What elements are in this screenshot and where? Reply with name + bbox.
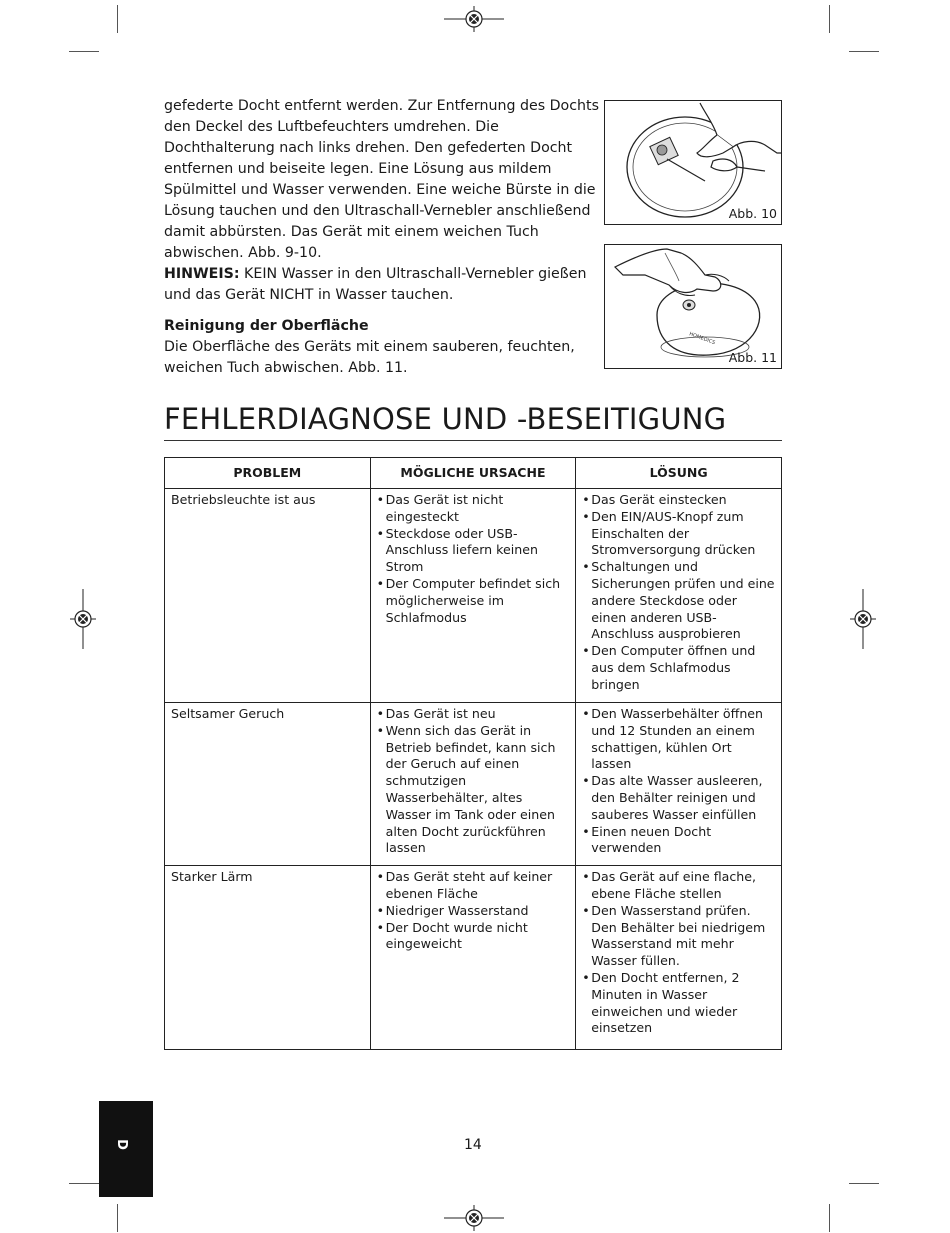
language-tab xyxy=(99,1101,153,1197)
solution-item: • Den EIN/AUS-Knopf zum Einschalten der Stromversorgung drücken xyxy=(582,509,775,559)
table-row xyxy=(165,866,782,1050)
language-tab-label: D xyxy=(113,1139,129,1150)
cause-cell xyxy=(370,703,576,866)
solution-item: • Den Wasserbehälter öffnen und 12 Stunden an einem schattigen, kühlen Ort lassen xyxy=(582,706,775,773)
section-title: FEHLERDIAGNOSE UND -BESEITIGUNG xyxy=(164,402,727,436)
column-header-cause: MÖGLICHE URSACHE xyxy=(370,458,576,489)
cause-item: • Das Gerät ist neu xyxy=(377,706,570,723)
solution-item: • Das Gerät auf eine flache, ebene Fläche stellen xyxy=(582,869,775,903)
table-row xyxy=(165,703,782,866)
page-number: 14 xyxy=(464,1137,482,1153)
crop-mark xyxy=(849,1183,879,1184)
cause-item: • Das Gerät ist nicht eingesteckt xyxy=(377,492,570,526)
cause-item: • Niedriger Wasserstand xyxy=(377,903,570,920)
cause-cell xyxy=(370,489,576,703)
solution-cell xyxy=(576,703,782,866)
solution-item: • Den Wasserstand prüfen. Den Behälter bei niedrigem Wasserstand mit mehr Wasser füllen. xyxy=(582,903,775,970)
cause-cell xyxy=(370,866,576,1050)
device-brand-logo: HOMEDICS xyxy=(688,331,716,347)
title-underline xyxy=(164,440,782,441)
crop-mark xyxy=(829,5,830,33)
crop-mark xyxy=(117,1204,118,1232)
surface-cleaning-heading: Reinigung der Oberfläche xyxy=(164,318,369,334)
table-row xyxy=(165,489,782,703)
intro-text-block xyxy=(164,96,604,379)
figure-11 xyxy=(604,244,782,369)
problem-cell: Seltsamer Geruch xyxy=(165,703,371,866)
problem-cell: Betriebsleuchte ist aus xyxy=(165,489,371,703)
column-header-problem: PROBLEM xyxy=(165,458,371,489)
troubleshooting-table xyxy=(164,457,782,1050)
solution-cell xyxy=(576,489,782,703)
crop-mark xyxy=(849,51,879,52)
figure-10 xyxy=(604,100,782,225)
crop-mark xyxy=(69,51,99,52)
problem-cell: Starker Lärm xyxy=(165,866,371,1050)
crop-mark xyxy=(69,1183,99,1184)
figure-10-label: Abb. 10 xyxy=(728,206,777,221)
solution-item: • Das Gerät einstecken xyxy=(582,492,775,509)
note-label: HINWEIS: xyxy=(164,266,240,282)
solution-item: • Den Computer öffnen und aus dem Schlafmodus bringen xyxy=(582,643,775,693)
cause-item: • Der Computer befindet sich möglicherweise im Schlafmodus xyxy=(377,576,570,626)
registration-mark-icon xyxy=(850,589,876,649)
note-paragraph xyxy=(164,264,604,306)
solution-item: • Das alte Wasser ausleeren, den Behälter reinigen und sauberes Wasser einfüllen xyxy=(582,773,775,823)
solution-item: • Schaltungen und Sicherungen prüfen und eine andere Steckdose oder einen anderen USB-Anschluss ausprobieren xyxy=(582,559,775,643)
solution-item: • Einen neuen Docht verwenden xyxy=(582,824,775,858)
cause-item: • Wenn sich das Gerät in Betrieb befindet, kann sich der Geruch auf einen schmutzigen Wasserbehälter, altes Wasser im Tank oder einen alten Docht zurückführen lassen xyxy=(377,723,570,857)
crop-mark xyxy=(829,1204,830,1232)
note-text: KEIN Wasser in den Ultraschall-Vernebler gießen und das Gerät NICHT in Wasser tauchen. xyxy=(164,266,587,303)
cause-item: • Steckdose oder USB-Anschluss liefern keinen Strom xyxy=(377,526,570,576)
cause-item: • Das Gerät steht auf keiner ebenen Fläche xyxy=(377,869,570,903)
cause-item: • Der Docht wurde nicht eingeweicht xyxy=(377,920,570,954)
solution-item: • Den Docht entfernen, 2 Minuten in Wasser einweichen und wieder einsetzen xyxy=(582,970,775,1037)
registration-mark-icon xyxy=(444,1205,504,1231)
figure-11-label: Abb. 11 xyxy=(728,350,777,365)
solution-cell xyxy=(576,866,782,1050)
registration-mark-icon xyxy=(444,6,504,32)
column-header-solution: LÖSUNG xyxy=(576,458,782,489)
registration-mark-icon xyxy=(70,589,96,649)
surface-cleaning-text: Die Oberfläche des Geräts mit einem sauberen, feuchten, weichen Tuch abwischen. Abb. 11. xyxy=(164,339,575,376)
intro-paragraph: gefederte Docht entfernt werden. Zur Entfernung des Dochts den Deckel des Luftbefeuchters umdrehen. Die Dochthalterung nach links drehen. Den gefederten Docht entfernen und beiseite legen. Eine Lösung aus mildem Spülmittel und Wasser verwenden. Eine weiche Bürste in die Lösung tauchen und den Ultraschall-Vernebler anschließend damit abbürsten. Das Gerät mit einem weichen Tuch abwischen. Abb. 9-10. xyxy=(164,98,599,261)
table-header-row xyxy=(165,458,782,489)
crop-mark xyxy=(117,5,118,33)
